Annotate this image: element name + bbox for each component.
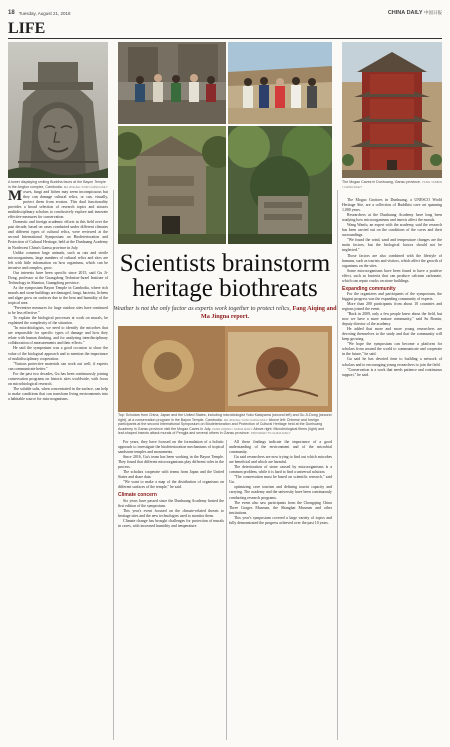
- center-left-paragraph: Since 2016, Gu's team has been working in the Bayon Temple. They found that different microorganisms play different roles in the process.: [118, 455, 224, 470]
- column-divider: [226, 440, 227, 740]
- article-column-center-right: [229, 440, 332, 740]
- header-rule: [8, 38, 442, 39]
- right-photo-credit: YANG YANBIN / CHINA DAILY: [342, 180, 442, 189]
- col7-paragraph: He added that more and more young researchers are devoting themselves to the study and that the community will keep growing.: [342, 327, 442, 342]
- column-divider: [337, 190, 338, 740]
- cave-interior-image: [118, 326, 332, 412]
- climate-paragraph: Six years have passed since the Dunhuang Academy hosted the first edition of the symposium.: [118, 498, 224, 508]
- mogao-caves-image: [342, 42, 442, 178]
- temple-group-image: [118, 42, 226, 124]
- right-photo-caption: [342, 180, 442, 189]
- center-top-credit: MA JINGNA / FOR CHINA DAILY: [223, 417, 268, 422]
- paper-name: [388, 10, 442, 16]
- col5-paragraph: Those factors are also combined with the lifestyle of humans, such as tourists and visitors, which affect the growth of organisms on the sites.: [342, 253, 442, 268]
- col1-paragraph: To explain the biological processes at work on murals, he explained the complexity of the situation.: [8, 316, 108, 326]
- col1-paragraph: For the past two decades, Gu has been continuously joining conservation programs on historic sites worldwide, with focus on microbiological research.: [8, 371, 108, 386]
- center-mid-caption: Above left: Chinese and foreign participants at the second International Symposium on Biodeterioration and Protection of Cultural Heritage held at the Dunhuang Academy in Gansu province visit the Mogao Caves in July.: [118, 417, 323, 431]
- center-bottom-credit: PROVIDED TO CHINA DAILY: [250, 431, 291, 436]
- climate-paragraph: Climate change has brought challenges for protection of murals in caves, with increased humidity and temperature.: [118, 518, 224, 528]
- center-mid-credit: FANG AIQING / CHINA DAILY: [212, 426, 253, 431]
- center-photo-captions: [118, 413, 332, 436]
- left-photo-caption-text: A tower displaying smiling Buddha faces at the Bayon Temple in the Angkor complex, Cambodia.: [8, 180, 106, 189]
- left-photo-credit: MA JINGNA / FOR CHINA DAILY: [63, 184, 108, 189]
- article-deck: [112, 305, 338, 320]
- column-divider: [113, 190, 114, 740]
- col1-paragraph: Our interests have been specific since 2015, said Gu Ji-Dong, professor at the Guangdong Technion-Israel Institute of Technology in Shantou, Guangdong province.: [8, 270, 108, 285]
- center-photo-mogao-visit: [228, 42, 332, 124]
- col7-paragraph: For the organizers and participants of the symposium, the biggest progress was the expanding community of experts.: [342, 291, 442, 301]
- climate2-paragraph: The event also saw participants from the Chongqing China Three Gorges Museum, the Shanghai Museum and other institutions.: [229, 500, 332, 515]
- col1-paragraph: Domestic and foreign academic efforts in this field over the past decade, based on cases conducted under different climates and different types of cultural relics, were reviewed at the second International Symposium on Biodeterioration and Protection of Cultural Heritage, held at the Dunhuang Academy in Northwest China's Gansu province in July.: [8, 220, 108, 250]
- center-photo-mural-detail: [118, 126, 226, 244]
- deck-text: Weather is not the only factor as experts work together to protect relics,: [113, 305, 291, 312]
- climate2-paragraph: optimizing cave tourism and defining tourist capacity and carrying. The academy and the university have been continuously conducting research programs.: [229, 485, 332, 500]
- center-photo-insect-detail: [228, 126, 332, 244]
- page-header: [8, 8, 442, 18]
- col1-paragraph: "Various protective materials can work out well, if experts can communicate better.": [8, 361, 108, 371]
- col1-paragraph: Unlike common large animals, such as rats and sterile microorganisms, large numbers of cultural relics and sites are left with little information on how organisms, which can be invasive and complex, grow.: [8, 250, 108, 270]
- col6-paragraph: Wang Wanfu, an expert with the academy, said the research has been carried out on the conditions of the caves and their surroundings.: [342, 223, 442, 238]
- center-photo-temple-group: [118, 42, 226, 124]
- page-number: 18: [8, 10, 15, 16]
- col1-paragraph: He said the symposium was a good occasion to show the value of the biological approach and to mention the importance of multidisciplinary cooperation.: [8, 346, 108, 361]
- paper-name-zh: 中国日报: [424, 10, 442, 15]
- center-right-paragraph: The deterioration of stone caused by microorganisms is a common problem, while it is hard to find a universal solution.: [229, 465, 332, 475]
- col6-paragraph: Researchers at the Dunhuang Academy have long been studying how microorganisms and insects affect the murals.: [342, 213, 442, 223]
- climate-concern-subhead: Climate concern: [118, 492, 157, 499]
- mogao-visit-image: [228, 42, 332, 124]
- center-right-paragraph: "The conservation must be based on scientific research," said Gu.: [229, 475, 332, 485]
- expanding-community-subhead: Expanding community: [342, 285, 396, 292]
- col6-paragraph: The Mogao Grottoes in Dunhuang, a UNESCO World Heritage Site, are a collection of Buddhist cave art spanning 1,000 years.: [342, 198, 442, 213]
- col6-paragraph: "We found the wind, sand and temperature changes are the main factors, but the biological factors should not be neglected.": [342, 238, 442, 253]
- col5-paragraph: Gu said he has devoted time to building a network of scholars and to encouraging young researchers to join the field.: [342, 357, 442, 367]
- mural-detail-image: [118, 126, 226, 244]
- col1-paragraph: osses, fungi and lichen may seem inconspicuous but they can damage cultural relics, or can, visually, protect them from erosion. This dual functionality provides a broad selection of research topics and attracts multidisciplinary scholars to conclusively explore and innovate effective measures for conservation.: [8, 190, 108, 220]
- drop-cap: M: [8, 190, 23, 204]
- mogao-caves-photo: [342, 42, 442, 178]
- center-right-paragraph: All these findings indicate the importance of a good understanding of the environment and of the microbial community.: [229, 440, 332, 455]
- center-left-paragraph: For years, they have focused on the formulation of a holistic approach to investigate the biodeterioration mechanisms of tropical sandstone temples and monuments.: [118, 440, 224, 455]
- insect-detail-image: [228, 126, 332, 244]
- col1-paragraph: "In microbiologists, we need to identify the microbes that are responsible for specific types of damage and how they relate with human thinking, and for analyzing interdisciplinary collaboration of measurements and their effects.": [8, 326, 108, 346]
- article-column-right: [342, 198, 442, 740]
- bayon-temple-image: [8, 42, 108, 178]
- article-column-center-left: [118, 440, 224, 740]
- col1-paragraph: As the symposium Bayon Temple in Cambodia, where rich murals and stone buildings are damaged, fungi, bacteria, lichens and algae grow on surfaces due to the heat and humidity of the tropical area.: [8, 285, 108, 306]
- bayon-temple-photo: [8, 42, 108, 178]
- col7-paragraph: "Back in 2009, only a few people knew about the field, but now we have a more mature community," said Su Bomin, deputy director of the academy.: [342, 312, 442, 327]
- byline: Fang Aiqing and Ma Jingna report.: [200, 305, 337, 320]
- col7-paragraph: More than 200 participants from about 10 countries and regions joined the event.: [342, 301, 442, 311]
- col1-paragraph: The soluble salts, when concentrated in the surface, can help to make conditions that can transform living environments into a habitable source for microorganisms.: [8, 386, 108, 401]
- right-photo-caption-text: The Mogao Caves in Dunhuang, Gansu province.: [342, 180, 421, 184]
- climate-paragraph: This year's event focused on the climate-related threats to heritage sites and the new technologies used to monitor them.: [118, 508, 224, 518]
- center-left-paragraph: "We want to make a map of the distribution of organisms on different surfaces of the temple," he said.: [118, 480, 224, 490]
- article-headline: Scientists brainstorm heritage biothreats: [119, 250, 331, 302]
- center-lower-photo: [118, 326, 332, 412]
- article-column-1: [8, 190, 108, 740]
- col1-paragraph: "Preventive measures for large outdoor sites have continued to be less effective.": [8, 306, 108, 316]
- col5-paragraph: "Conservation is a work that needs patience and continuous support," he said.: [342, 367, 442, 377]
- col7-paragraph: "We hope the symposium can become a platform for scholars from around the world to communicate and cooperate in the future," he said.: [342, 342, 442, 357]
- left-photo-caption: [8, 180, 108, 189]
- center-right-paragraph: Gu said researchers are now trying to find out which microbes are beneficial and which are harmful.: [229, 455, 332, 465]
- climate2-paragraph: This year's symposium covered a large variety of topics and fully demonstrated the progress achieved over the past 10 years.: [229, 515, 332, 525]
- center-left-paragraph: The scholars cooperate with teams from Japan and the United States and share data.: [118, 470, 224, 480]
- center-top-caption: Top: Scholars from China, Japan and the United States, including microbiologist Yoko Katayama (second left) and Gu Ji-Dong (second right), at a conservation program in the Bayon Temple, Cambodia.: [118, 413, 332, 422]
- center-bottom-caption: Above right: Microbiological fibers (light) and leaf-shaped insects attack murals of Pengjia and several others in Gansu province.: [118, 426, 325, 436]
- section-title: LIFE: [8, 20, 46, 37]
- col5-paragraph: Some microorganisms have been found to have a positive effect, such as bacteria that can produce calcium carbonate, which can repair cracks on stone buildings.: [342, 268, 442, 283]
- paper-name-en: CHINA DAILY: [387, 10, 423, 16]
- issue-date: Tuesday, August 21, 2018: [18, 10, 71, 16]
